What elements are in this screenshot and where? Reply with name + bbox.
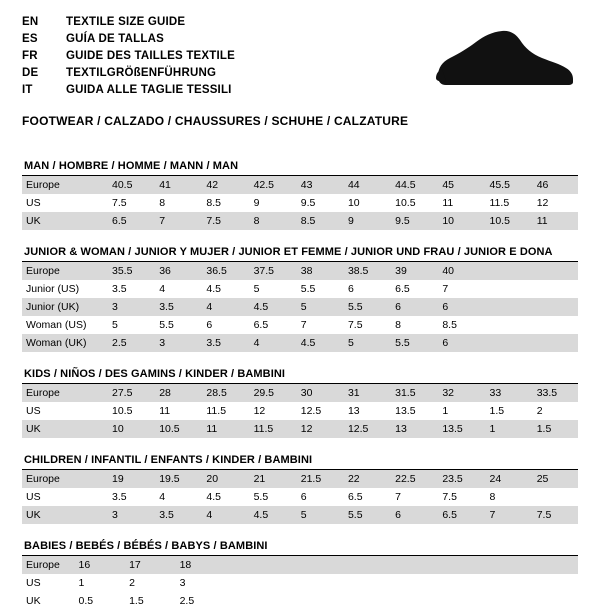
cell: 7.5 [436,488,483,506]
cell: 6 [200,316,247,334]
cell: 46 [531,176,578,194]
cell [275,592,326,610]
cell: 10.5 [106,402,153,420]
row-label: Europe [22,384,106,402]
cell: 11.5 [248,420,295,438]
cell: 17 [123,556,174,574]
cell [224,592,275,610]
cell: 19 [106,470,153,488]
row-label: US [22,402,106,420]
cell: 9 [342,212,389,230]
cell: 5 [295,506,342,524]
cell: 5.5 [153,316,200,334]
language-row [22,65,235,82]
cell: 23.5 [436,470,483,488]
cell: 11.5 [484,194,531,212]
cell: 21 [248,470,295,488]
cell [224,574,275,592]
cell: 30 [295,384,342,402]
cell: 13.5 [389,402,436,420]
language-title: GUIDE DES TAILLES TEXTILE [66,50,235,62]
size-table-man [22,176,578,230]
row-label: Europe [22,176,106,194]
cell: 28.5 [200,384,247,402]
cell: 31.5 [389,384,436,402]
cell: 5 [106,316,153,334]
cell: 5.5 [342,506,389,524]
size-table-junior-woman [22,262,578,352]
cell: 9.5 [295,194,342,212]
cell: 6 [295,488,342,506]
cell: 4.5 [200,280,247,298]
cell [531,280,578,298]
cell: 3.5 [106,488,153,506]
cell: 7.5 [531,506,578,524]
cell: 13.5 [436,420,483,438]
cell: 13 [389,420,436,438]
table-row [22,592,578,610]
cell: 8.5 [436,316,483,334]
section-junior-woman [22,244,578,352]
cell [426,592,477,610]
cell: 5 [295,298,342,316]
language-code: ES [22,33,38,45]
cell: 7 [484,506,531,524]
cell: 38 [295,262,342,280]
cell: 4 [153,488,200,506]
cell: 4.5 [248,298,295,316]
cell: 3 [106,506,153,524]
table-row [22,556,578,574]
cell: 28 [153,384,200,402]
cell: 9 [248,194,295,212]
table-row [22,334,578,352]
cell [376,556,427,574]
cell: 7 [389,488,436,506]
cell: 1 [484,420,531,438]
table-row [22,488,578,506]
cell: 10.5 [153,420,200,438]
row-label: UK [22,420,106,438]
row-label: Europe [22,556,73,574]
section-children [22,452,578,524]
cell: 2.5 [174,592,225,610]
cell: 6.5 [436,506,483,524]
cell: 22.5 [389,470,436,488]
row-label: US [22,194,106,212]
cell: 20 [200,470,247,488]
section-man [22,158,578,230]
cell: 4.5 [295,334,342,352]
table-row [22,262,578,280]
cell: 45 [436,176,483,194]
language-title-body [22,14,235,99]
cell: 8 [153,194,200,212]
cell: 29.5 [248,384,295,402]
table-row [22,298,578,316]
table-row [22,316,578,334]
table-row [22,420,578,438]
cell: 6 [342,280,389,298]
cell: 1.5 [484,402,531,420]
cell: 5.5 [295,280,342,298]
language-code: IT [22,84,33,96]
row-label: Europe [22,470,106,488]
row-label: UK [22,592,73,610]
cell: 13 [342,402,389,420]
section-title: KIDS / NIÑOS / DES GAMINS / KINDER / BAMBINI [22,366,578,384]
cell: 35.5 [106,262,153,280]
cell: 43 [295,176,342,194]
cell [275,574,326,592]
cell [325,556,376,574]
dress-shoe-icon [398,18,578,98]
cell: 5 [342,334,389,352]
table-row [22,212,578,230]
cell: 12 [248,402,295,420]
language-title: GUÍA DE TALLAS [66,33,164,45]
cell: 6.5 [389,280,436,298]
cell: 6.5 [106,212,153,230]
cell: 18 [174,556,225,574]
cell [477,574,528,592]
language-code: FR [22,50,38,62]
cell: 4.5 [200,488,247,506]
cell [224,556,275,574]
cell: 11 [153,402,200,420]
table-row [22,574,578,592]
cell: 10.5 [389,194,436,212]
cell [527,556,578,574]
language-title-list [22,14,235,99]
cell: 3 [174,574,225,592]
size-sections [0,158,600,610]
cell [376,574,427,592]
cell: 4 [200,506,247,524]
cell: 7 [295,316,342,334]
cell: 3.5 [106,280,153,298]
cell: 32 [436,384,483,402]
cell: 4 [248,334,295,352]
cell: 5.5 [389,334,436,352]
size-table-babies [22,556,578,610]
cell: 6.5 [248,316,295,334]
table-row [22,176,578,194]
cell: 33 [484,384,531,402]
cell: 42.5 [248,176,295,194]
row-label: UK [22,506,106,524]
cell [275,556,326,574]
section-kids [22,366,578,438]
cell [484,316,531,334]
cell: 11 [200,420,247,438]
cell [477,592,528,610]
cell: 39 [389,262,436,280]
row-label: Europe [22,262,106,280]
cell: 7.5 [342,316,389,334]
cell: 44.5 [389,176,436,194]
cell: 7.5 [200,212,247,230]
cell: 10.5 [484,212,531,230]
cell: 12.5 [295,402,342,420]
cell [426,574,477,592]
section-title: JUNIOR & WOMAN / JUNIOR Y MUJER / JUNIOR ET FEMME / JUNIOR UND FRAU / JUNIOR E DONA [22,244,578,262]
cell: 33.5 [531,384,578,402]
section-babies [22,538,578,610]
cell [484,298,531,316]
cell: 8 [248,212,295,230]
row-label: Junior (UK) [22,298,106,316]
section-title: MAN / HOMBRE / HOMME / MANN / MAN [22,158,578,176]
cell: 12 [295,420,342,438]
row-label: UK [22,212,106,230]
cell: 3 [106,298,153,316]
cell [325,574,376,592]
language-row [22,31,235,48]
cell: 7.5 [106,194,153,212]
cell: 8 [389,316,436,334]
section-title: BABIES / BEBÉS / BÉBÉS / BABYS / BAMBINI [22,538,578,556]
cell: 10 [106,420,153,438]
page-header [0,0,600,110]
cell: 6 [436,334,483,352]
cell: 1.5 [123,592,174,610]
cell: 0.5 [73,592,124,610]
cell [531,334,578,352]
row-label: Woman (UK) [22,334,106,352]
cell: 45.5 [484,176,531,194]
cell: 25 [531,470,578,488]
cell [531,488,578,506]
language-row [22,14,235,31]
cell [527,592,578,610]
cell: 5 [248,280,295,298]
cell: 12 [531,194,578,212]
cell: 31 [342,384,389,402]
language-title: GUIDA ALLE TAGLIE TESSILI [66,84,232,96]
cell: 42 [200,176,247,194]
table-row [22,470,578,488]
cell: 36.5 [200,262,247,280]
cell: 38.5 [342,262,389,280]
cell: 3.5 [153,506,200,524]
row-label: Woman (US) [22,316,106,334]
table-row [22,506,578,524]
cell [484,334,531,352]
cell: 40 [436,262,483,280]
cell: 1 [436,402,483,420]
cell: 12.5 [342,420,389,438]
cell: 21.5 [295,470,342,488]
cell: 2 [531,402,578,420]
cell: 6 [389,298,436,316]
cell: 27.5 [106,384,153,402]
cell: 6.5 [342,488,389,506]
cell: 16 [73,556,124,574]
table-row [22,402,578,420]
cell: 5.5 [248,488,295,506]
cell [426,556,477,574]
row-label: Junior (US) [22,280,106,298]
cell: 6 [436,298,483,316]
section-title: CHILDREN / INFANTIL / ENFANTS / KINDER / BAMBINI [22,452,578,470]
cell [531,298,578,316]
cell [531,262,578,280]
size-table-children [22,470,578,524]
cell: 1 [73,574,124,592]
row-label: US [22,488,106,506]
cell: 4 [153,280,200,298]
cell: 6 [389,506,436,524]
cell: 8.5 [200,194,247,212]
cell: 24 [484,470,531,488]
cell: 22 [342,470,389,488]
language-title: TEXTILE SIZE GUIDE [66,16,186,28]
language-code: DE [22,67,39,79]
cell: 3.5 [200,334,247,352]
language-row [22,48,235,65]
cell: 7 [436,280,483,298]
size-table-kids [22,384,578,438]
cell: 3.5 [153,298,200,316]
cell: 7 [153,212,200,230]
row-label: US [22,574,73,592]
cell: 4.5 [248,506,295,524]
cell [325,592,376,610]
table-row [22,384,578,402]
cell: 44 [342,176,389,194]
cell: 36 [153,262,200,280]
cell: 2 [123,574,174,592]
cell [484,262,531,280]
cell: 19.5 [153,470,200,488]
cell: 3 [153,334,200,352]
cell: 41 [153,176,200,194]
cell [477,556,528,574]
cell: 37.5 [248,262,295,280]
table-row [22,194,578,212]
cell [527,574,578,592]
cell: 40.5 [106,176,153,194]
cell [484,280,531,298]
cell: 1.5 [531,420,578,438]
cell: 8.5 [295,212,342,230]
cell: 2.5 [106,334,153,352]
cell: 11.5 [200,402,247,420]
category-title: FOOTWEAR / CALZADO / CHAUSSURES / SCHUHE / CALZATURE [22,114,409,128]
cell: 11 [531,212,578,230]
cell: 4 [200,298,247,316]
cell: 10 [436,212,483,230]
cell [376,592,427,610]
cell [531,316,578,334]
language-code: EN [22,16,39,28]
language-row [22,82,235,99]
cell: 8 [484,488,531,506]
language-title: TEXTILGRÖßENFÜHRUNG [66,67,217,79]
cell: 5.5 [342,298,389,316]
cell: 11 [436,194,483,212]
table-row [22,280,578,298]
cell: 10 [342,194,389,212]
cell: 9.5 [389,212,436,230]
